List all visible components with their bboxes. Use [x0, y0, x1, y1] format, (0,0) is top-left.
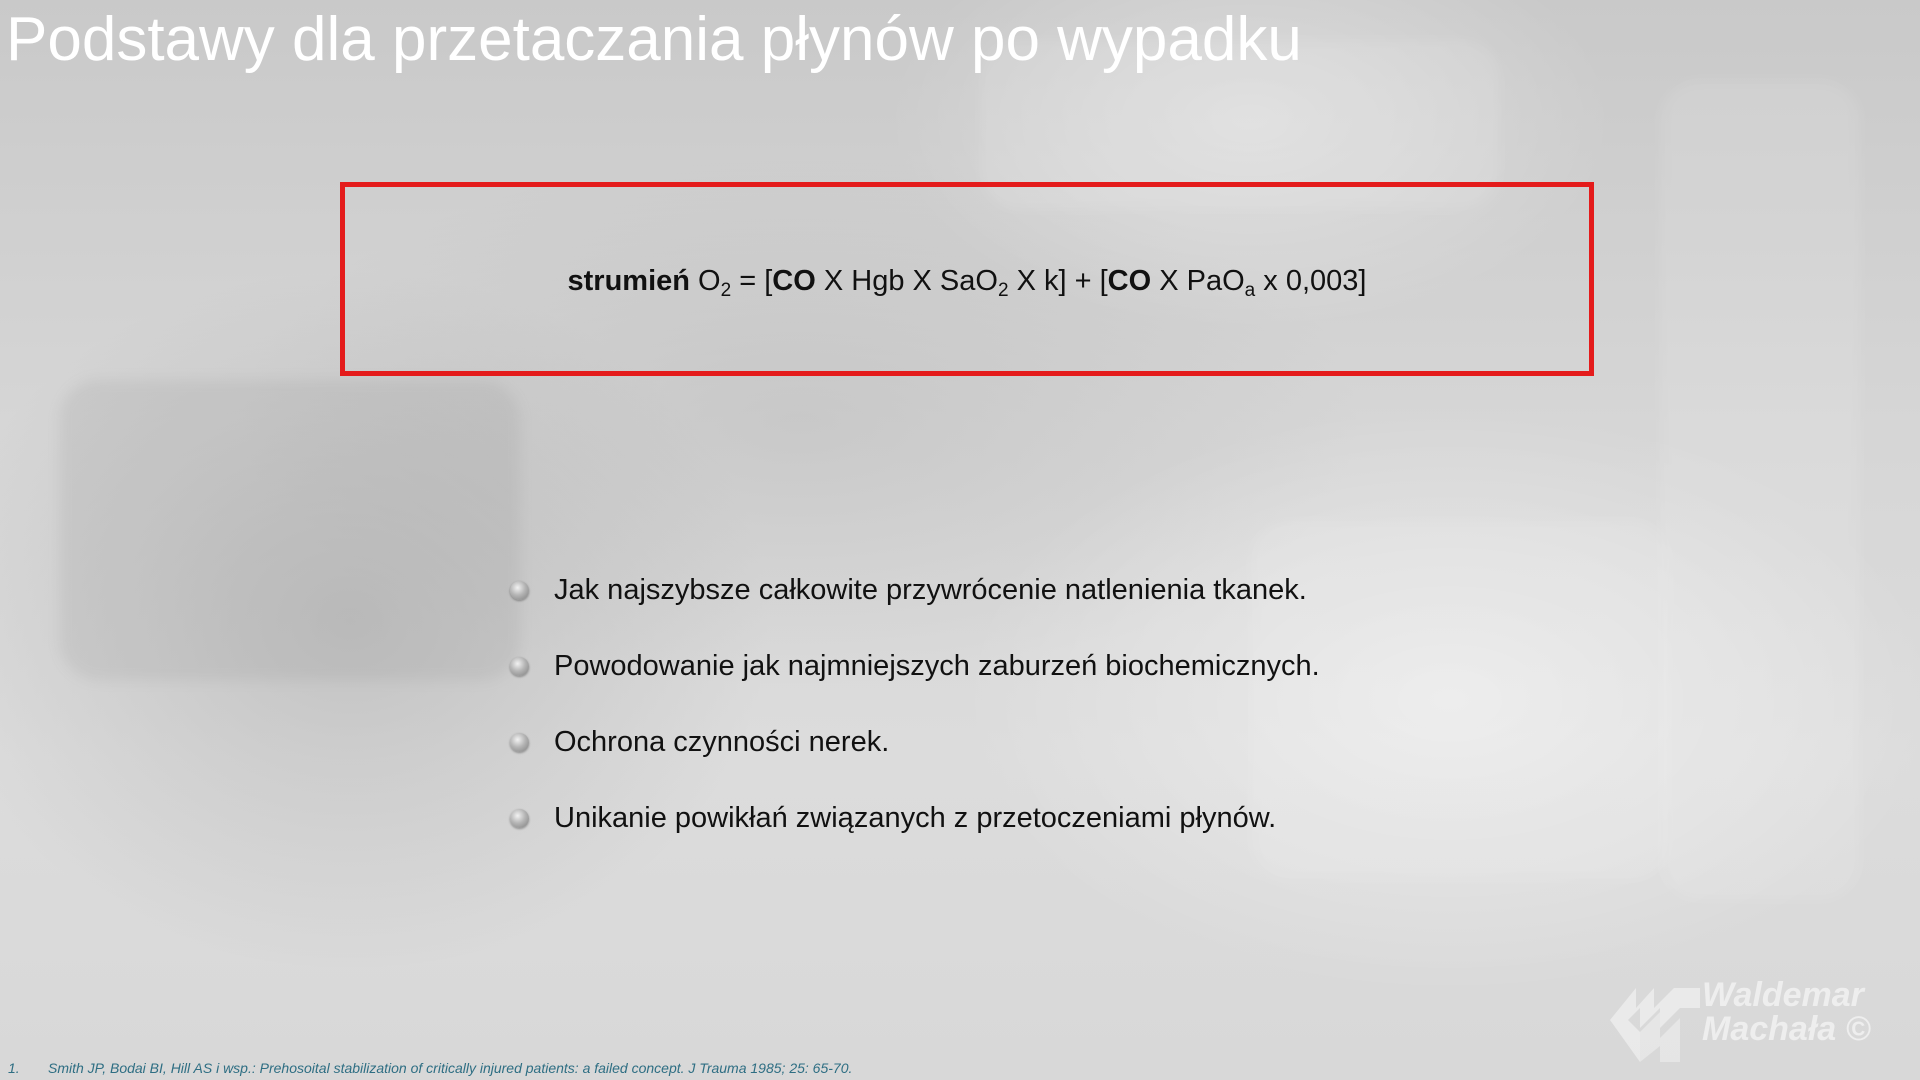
bullet-text: Ochrona czynności nerek.	[554, 725, 890, 758]
logo-name-line2: Machała ©	[1702, 1010, 1871, 1048]
bullet-text: Powodowanie jak najmniejszych zaburzeń biochemicznych.	[554, 649, 1320, 682]
formula-pao-subscript: a	[1244, 280, 1256, 301]
bullet-icon	[510, 809, 529, 828]
list-item	[510, 780, 1320, 856]
logo-name-line1: Waldemar	[1702, 976, 1864, 1014]
list-item	[510, 704, 1320, 780]
bullet-text: Unikanie powikłań związanych z przetoczeniami płynów.	[554, 801, 1277, 834]
bullet-icon	[510, 733, 529, 752]
bullet-text: Jak najszybsze całkowite przywrócenie natlenienia tkanek.	[554, 573, 1307, 606]
formula-o-subscript: 2	[720, 280, 732, 301]
formula-part: X k] + [	[1008, 265, 1108, 297]
list-item	[510, 552, 1320, 628]
footnote-text: Smith JP, Bodai BI, Hill AS i wsp.: Prehosoital stabilization of critically injured patients: a failed concept. J Trauma 1985; 25: 65-70.	[48, 1060, 853, 1076]
formula-box	[340, 182, 1594, 376]
bullet-icon	[510, 657, 529, 676]
wm-logo-icon	[1610, 968, 1700, 1062]
bullet-icon	[510, 581, 529, 600]
author-logo	[1610, 968, 1900, 1062]
formula-label: strumień	[567, 265, 690, 297]
list-item	[510, 628, 1320, 704]
formula-part: X PaO	[1151, 265, 1245, 297]
footnote	[8, 1060, 852, 1076]
formula-part: x 0,003]	[1255, 265, 1367, 297]
oxygen-flow-formula	[345, 265, 1589, 301]
formula-co: CO	[1107, 265, 1152, 297]
background-shape	[60, 380, 520, 680]
formula-o-symbol: O	[689, 265, 721, 297]
footnote-number: 1.	[8, 1060, 20, 1076]
slide-title: Podstawy dla przetaczania płynów po wypadku	[6, 5, 1302, 74]
formula-part: X Hgb X SaO	[815, 265, 998, 297]
background-shape	[1660, 80, 1860, 900]
formula-co: CO	[772, 265, 816, 297]
bullet-list	[510, 552, 1320, 856]
formula-part: = [	[731, 265, 773, 297]
formula-sao-subscript: 2	[997, 280, 1009, 301]
